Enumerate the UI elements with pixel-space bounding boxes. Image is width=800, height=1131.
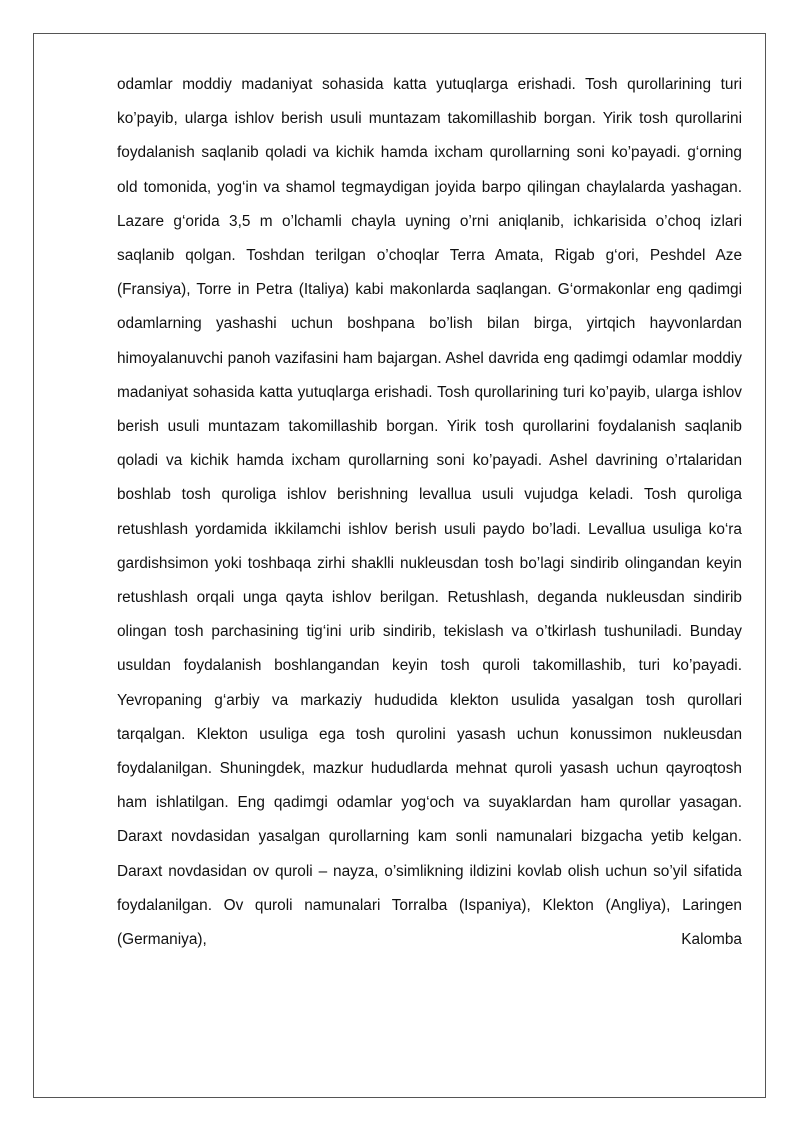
document-body-text: odamlar moddiy madaniyat sohasida katta yutuqlarga erishadi. Tosh qurollarining turi ko’payib, ularga ishlov berish usuli muntazam takomillashib borgan. Yirik tosh qurollarini foydalanish saqlanib qoladi va kichik hamda ixcham qurollarning soni ko’payadi. g‘orning old tomonida, yog‘in va shamol tegmaydigan joyida barpo qilingan chaylalarda yashagan. Lazare g‘orida 3,5 m o’lchamli chayla uyning o’rni aniqlanib, ichkarisida o’choq izlari saqlanib qolgan. Toshdan terilgan o’choqlar Terra Amata, Rigab g‘ori, Peshdel Aze (Fransiya), Torre in Petra (Italiya) kabi makonlarda saqlangan. G‘ormakonlar eng qadimgi odamlarning yashashi uchun boshpana bo’lish bilan birga, yirtqich hayvonlardan himoyalanuvchi panoh vazifasini ham bajargan. Ashel davrida eng qadimgi odamlar moddiy madaniyat sohasida katta yutuqlarga erishadi. Tosh qurollarining turi ko’payib, ularga ishlov berish usuli muntazam takomillashib borgan. Yirik tosh qurollarini foydalanish saqlanib qoladi va kichik hamda ixcham qurollarning soni ko’payadi. Ashel davrining o’rtalaridan boshlab tosh quroliga ishlov berishning levallua usuli vujudga keladi. Tosh quroliga retushlash yordamida ikkilamchi ishlov berish usuli paydo bo’ladi. Levallua usuliga ko‘ra gardishsimon yoki toshbaqa zirhi shaklli nukleusdan tosh bo’lagi sindirib olingandan keyin retushlash orqali unga qayta ishlov berilgan. Retushlash, deganda nukleusdan sindirib olingan tosh parchasining tig‘ini urib sindirib, tekislash va o’tkirlash tushuniladi. Bunday usuldan foydalanish boshlangandan keyin tosh quroli takomillashib, turi ko’payadi. Yevropaning g‘arbiy va markaziy hududida klekton usulida yasalgan tosh qurollari tarqalgan. Klekton usuliga ega tosh qurolini yasash uchun konussimon nukleusdan foydalanilgan. Shuningdek, mazkur hududlarda mehnat quroli yasash uchun qayroqtosh ham ishlatilgan. Eng qadimgi odamlar yog‘och va suyaklardan ham qurollar yasagan. Daraxt novdasidan yasalgan qurollarning kam sonli namunalari bizgacha yetib kelgan. Daraxt novdasidan ov quroli – nayza, o’simlikning ildizini kovlab olish uchun so’yil sifatida foydalanilgan. Ov quroli namunalari Torralba (Ispaniya), Klekton (Angliya), Laringen (Germaniya), Kalomba <box>117 76 742 949</box>
